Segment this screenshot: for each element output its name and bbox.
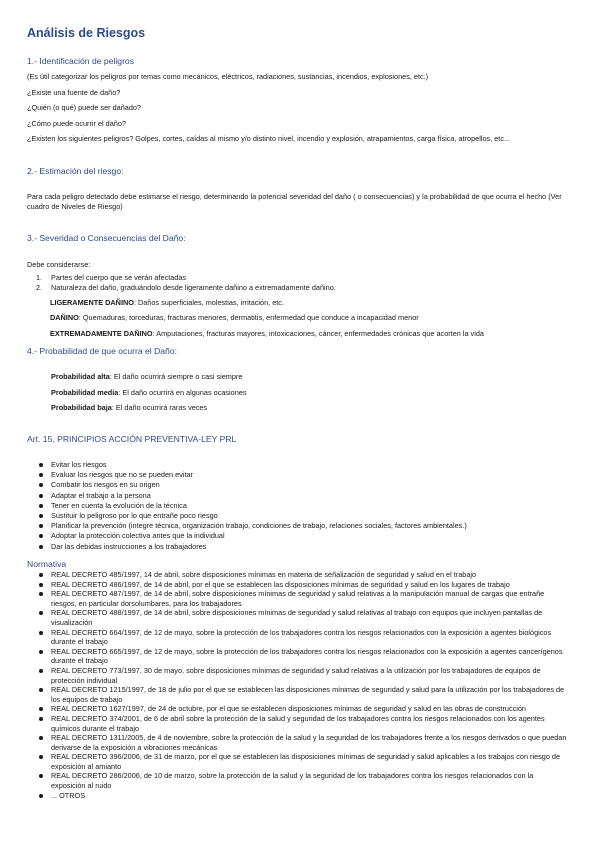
list-text: Partes del cuerpo que se verán afectadas <box>51 273 187 282</box>
list-item: REAL DECRETO 1215/1997, de 18 de julio por el que se establecen las disposiciones mínimas de seguridad y salud para la utilización por los trabajadores de los equipos de trabajo <box>37 685 567 704</box>
severity-definition <box>50 329 484 338</box>
probability-text: : El daño ocurrirá siempre o casi siempre <box>109 372 243 381</box>
probability-term: Probabilidad baja <box>51 403 112 412</box>
section1-line: (Es útil categorizar los peligros por temas como mecánicos, eléctricos, radiaciones, sustancias, incendios, explosiones, etc.) <box>27 72 429 81</box>
severity-term: DAÑINO <box>50 313 79 322</box>
list-number: 2. <box>36 283 43 292</box>
section1-line: ¿Quién (o qué) puede ser dañado? <box>27 103 141 112</box>
considerations-list <box>36 273 336 293</box>
severity-text: : Amputaciones, fracturas mayores, intoxicaciones, cáncer, enfermedades crónicas que acorten la vida <box>152 329 484 338</box>
section1-line: ¿Cómo puede ocurrir el daño? <box>27 119 126 128</box>
list-item: Sustituir lo peligroso por lo que entrañe poco riesgo <box>37 511 467 521</box>
list-item: REAL DECRETO 488/1997, de 14 de abril, sobre disposiciones mínimas de seguridad y salud relativas al trabajo con equipos que incluyen pantallas de visualización <box>37 608 567 627</box>
principles-list <box>37 460 467 552</box>
normativa-heading: Normativa <box>27 559 67 569</box>
severity-definition <box>50 298 284 307</box>
list-item: REAL DECRETO 374/2001, de 6 de abril sobre la protección de la salud y seguridad de los trabajadores contra los riesgos relacionados con los agentes químicos durante el trabajo <box>37 714 567 733</box>
section1-line: ¿Existen los siguientes peligros? Golpes, cortes, caídas al mismo y/o distinto nivel, incendio y explosión, atrapamientos, carga física, atropellos, etc... <box>27 134 511 143</box>
list-item: REAL DECRETO 486/1997, de 14 de abril, por el que se establecen las disposiciones mínimas de seguridad y salud en los lugares de trabajo <box>37 580 567 590</box>
probability-text: : El daño ocurrirá raras veces <box>111 403 208 412</box>
probability-text: : El daño ocurrirá en algunas ocasiones <box>118 388 247 397</box>
list-item: REAL DECRETO 396/2006, de 31 de marzo, por el que se establecen las disposiciones mínimas de seguridad y salud aplicables a los trabajos con riesgo de exposición al amianto <box>37 752 567 771</box>
probability-item <box>51 403 207 412</box>
regulations-list <box>37 570 567 800</box>
list-item: Evitar los riesgos <box>37 460 467 470</box>
list-item: Planificar la prevención (integre técnica, organización trabajo, condiciones de trabajo, relaciones sociales, factores ambientales.) <box>37 521 467 531</box>
list-item: Adoptar la protección colectiva antes que la individual <box>37 531 467 541</box>
severity-text: : Quemaduras, torceduras, fracturas menores, dermatitis, enfermedad que conduce a incapacidad menor <box>78 313 419 322</box>
list-item: REAL DECRETO 485/1997, 14 de abril, sobre disposiciones mínimas en materia de señalización de seguridad y salud en el trabajo <box>37 570 567 580</box>
severity-definition <box>50 313 419 322</box>
list-item: REAL DECRETO 773/1997, 30 de mayo, sobre disposiciones mínimas de seguridad y salud relativas a la utilización por los trabajadores de equipos de protección individual <box>37 666 567 685</box>
list-item: Combatir los riesgos en su origen <box>37 480 467 490</box>
art15-heading: Art. 15. PRINCIPIOS ACCIÓN PREVENTIVA-LEY PRL <box>27 434 237 444</box>
list-item: REAL DECRETO 665/1997, de 12 de mayo, sobre la protección de los trabajadores contra los riesgos relacionados con la exposición a agentes cancerígenos durante el trabajo <box>37 647 567 666</box>
probability-term: Probabilidad alta <box>51 372 110 381</box>
section3-heading: 3.- Severidad o Consecuencias del Daño: <box>27 233 186 243</box>
list-item: Tener en cuenta la evolución de la técnica <box>37 501 467 511</box>
page-title: Análisis de Riesgos <box>27 26 146 40</box>
section3-intro: Debe considerarse: <box>27 260 91 269</box>
list-text: Naturaleza del daño, graduándolo desde ligeramente dañino a extremadamente dañino. <box>51 283 336 292</box>
probability-item <box>51 388 247 397</box>
probability-item <box>51 372 242 381</box>
section1-heading: 1.- Identificación de peligros <box>27 56 135 66</box>
section2-heading: 2.- Estimación del riesgo: <box>27 166 124 176</box>
list-item: Evaluar los riesgos que no se pueden evitar <box>37 470 467 480</box>
severity-term: LIGERAMENTE DAÑINO <box>50 298 134 307</box>
list-item <box>36 273 336 283</box>
probability-term: Probabilidad media <box>51 388 119 397</box>
list-item: REAL DECRETO 1311/2005, de 4 de noviembre, sobre la protección de la salud y la seguridad de los trabajadores frente a los riesgos derivados o que puedan derivarse de la exposición a vibraciones mecánicas <box>37 733 567 752</box>
list-item: ... OTROS <box>37 791 567 801</box>
section4-heading: 4.- Probabilidad de que ocurra el Daño: <box>27 346 178 356</box>
list-item: Adaptar el trabajo a la persona <box>37 491 467 501</box>
list-item: REAL DECRETO 487/1997, de 14 de abril, sobre disposiciones mínimas de seguridad y salud relativas a la manipulación manual de cargas que entrañe riesgos, en particular dorsolumbares, para los trabajadores <box>37 589 567 608</box>
list-item: REAL DECRETO 286/2006, de 10 de marzo, sobre la protección de la salud y la seguridad de los trabajadores contra los riesgos relacionados con la exposición al ruido <box>37 771 567 790</box>
severity-term: EXTREMADAMENTE DAÑINO <box>50 329 153 338</box>
list-item: REAL DECRETO 1627/1997, de 24 de octubre, por el que se establecen disposiciones mínimas de seguridad y salud en las obras de construcción <box>37 704 567 714</box>
severity-text: : Daños superficiales, molestias, irritación, etc. <box>133 298 284 307</box>
section1-line: ¿Existe una fuente de daño? <box>27 88 121 97</box>
list-number: 1. <box>36 273 43 282</box>
section2-text: Para cada peligro detectado debe estimarse el riesgo, determinando la potencial severidad del daño ( o consecuencias) y la probabilidad de que ocurra el hecho (Ver cuadro de Niveles de Riesgo) <box>27 192 562 211</box>
list-item: REAL DECRETO 664/1997, de 12 de mayo, sobre la protección de los trabajadores contra los riesgos relacionados con la exposición a agentes biológicos durante el trabajo <box>37 628 567 647</box>
list-item: Dar las debidas instrucciones a los trabajadores <box>37 542 467 552</box>
list-item <box>36 283 336 293</box>
